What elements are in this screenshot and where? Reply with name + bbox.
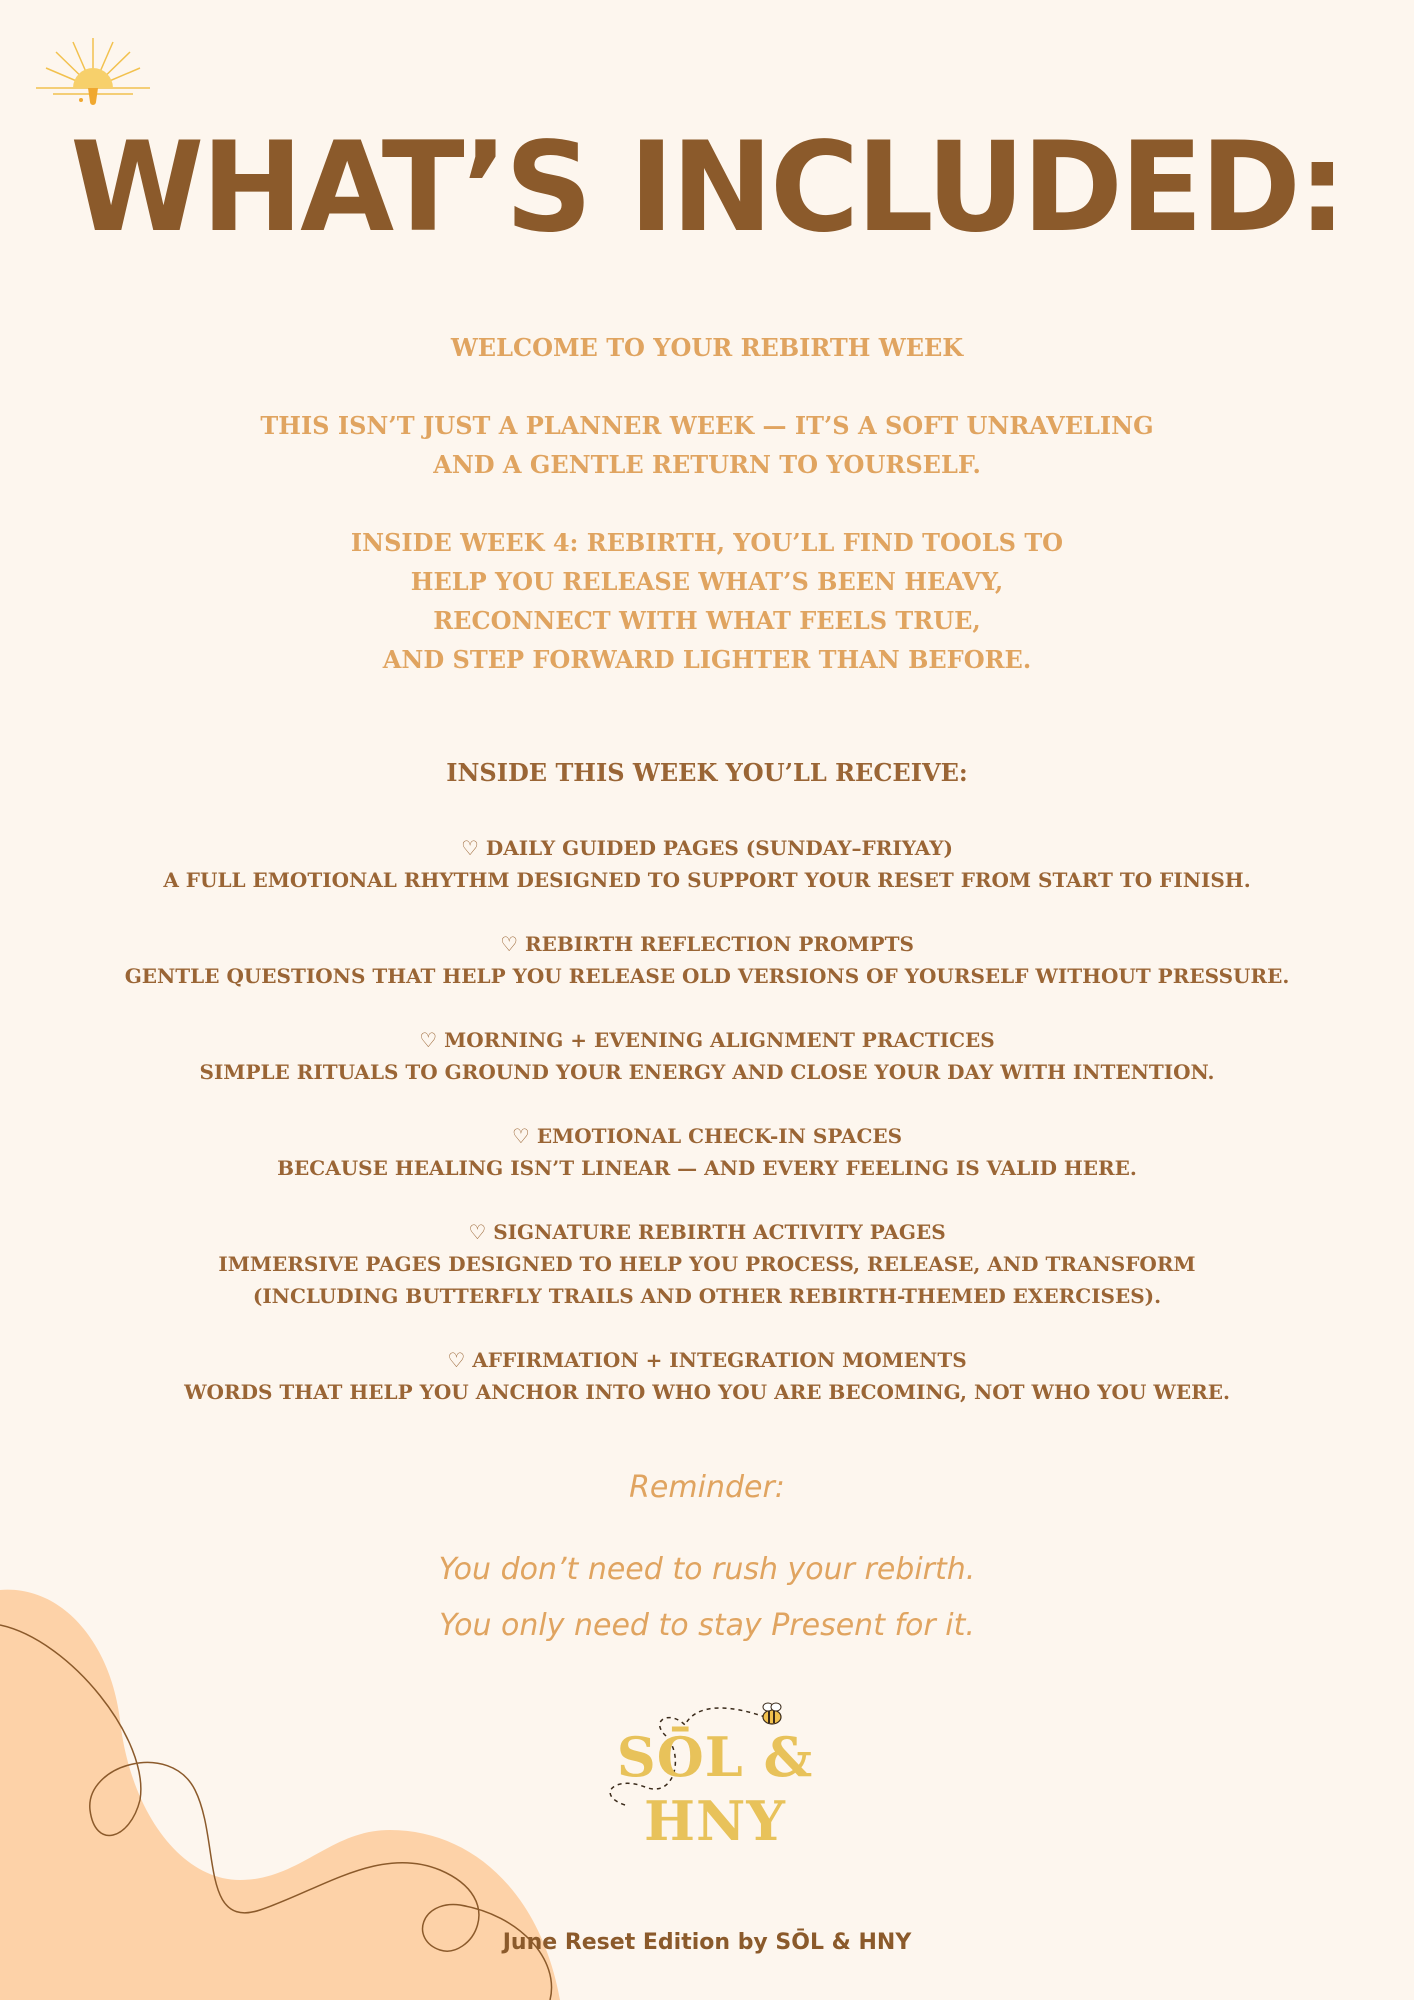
- intro-line: AND STEP FORWARD LIGHTER THAN BEFORE.: [382, 645, 1032, 674]
- intro-paragraph: [0, 523, 1414, 679]
- included-items-list: [0, 832, 1414, 1440]
- list-item: [0, 928, 1414, 992]
- item-description: WORDS THAT HELP YOU ANCHOR INTO WHO YOU ARE BECOMING, NOT WHO YOU WERE.: [184, 1380, 1230, 1404]
- reminder-quote: [0, 1542, 1414, 1654]
- list-item: [0, 1216, 1414, 1312]
- list-item: [0, 1024, 1414, 1088]
- item-title: ♡ DAILY GUIDED PAGES (SUNDAY–FRIYAY): [461, 836, 953, 860]
- item-title: ♡ AFFIRMATION + INTEGRATION MOMENTS: [447, 1348, 967, 1372]
- item-title: ♡ REBIRTH REFLECTION PROMPTS: [500, 932, 914, 956]
- intro-line: HELP YOU RELEASE WHAT’S BEEN HEAVY,: [410, 567, 1004, 596]
- quote-line: You don’t need to rush your rebirth.: [438, 1552, 976, 1587]
- item-description: SIMPLE RITUALS TO GROUND YOUR ENERGY AND CLOSE YOUR DAY WITH INTENTION.: [199, 1060, 1215, 1084]
- reminder-label: Reminder:: [629, 1470, 785, 1505]
- footer-text: June Reset Edition by SŌL & HNY: [502, 1930, 912, 1955]
- bee-icon: [763, 1703, 781, 1724]
- item-description: GENTLE QUESTIONS THAT HELP YOU RELEASE OLD VERSIONS OF YOURSELF WITHOUT PRESSURE.: [124, 964, 1290, 988]
- intro-paragraph: [0, 328, 1414, 367]
- intro-line: RECONNECT WITH WHAT FEELS TRUE,: [433, 606, 981, 635]
- sun-drip-icon: [28, 30, 158, 120]
- list-item: [0, 1120, 1414, 1184]
- intro-line: AND A GENTLE RETURN TO YOURSELF.: [433, 450, 981, 479]
- quote-line: You only need to stay Present for it.: [439, 1608, 975, 1643]
- item-description: IMMERSIVE PAGES DESIGNED TO HELP YOU PROCESS, RELEASE, AND TRANSFORM: [218, 1252, 1196, 1276]
- item-title: ♡ MORNING + EVENING ALIGNMENT PRACTICES: [419, 1028, 995, 1052]
- intro-paragraph: [0, 406, 1414, 484]
- item-title: ♡ SIGNATURE REBIRTH ACTIVITY PAGES: [468, 1220, 946, 1244]
- item-description: (INCLUDING BUTTERFLY TRAILS AND OTHER REBIRTH-THEMED EXERCISES).: [252, 1284, 1162, 1308]
- intro-line: WELCOME TO YOUR REBIRTH WEEK: [450, 333, 964, 362]
- page-title: WHAT’S INCLUDED:: [70, 116, 1344, 260]
- intro-text: [0, 328, 1414, 718]
- list-item: [0, 832, 1414, 896]
- intro-line: INSIDE WEEK 4: REBIRTH, YOU’LL FIND TOOLS TO: [350, 528, 1064, 557]
- logo-text: SŌL & HNY: [616, 1725, 814, 1853]
- receive-heading: INSIDE THIS WEEK YOU’LL RECEIVE:: [446, 758, 968, 787]
- intro-line: THIS ISN’T JUST A PLANNER WEEK — IT’S A SOFT UNRAVELING: [260, 411, 1154, 440]
- item-description: A FULL EMOTIONAL RHYTHM DESIGNED TO SUPPORT YOUR RESET FROM START TO FINISH.: [163, 868, 1251, 892]
- item-description: BECAUSE HEALING ISN’T LINEAR — AND EVERY FEELING IS VALID HERE.: [277, 1156, 1137, 1180]
- item-title: ♡ EMOTIONAL CHECK-IN SPACES: [511, 1124, 903, 1148]
- list-item: [0, 1344, 1414, 1408]
- brand-logo: [555, 1695, 875, 1853]
